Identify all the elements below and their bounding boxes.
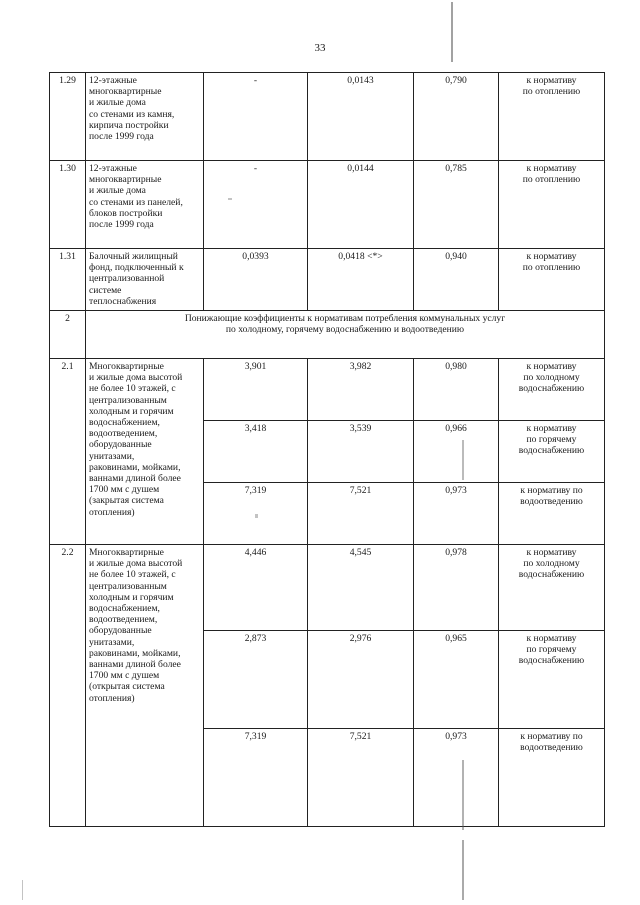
note-cell: к нормативу по отоплению — [499, 249, 605, 311]
note-cell: к нормативу по горячему водоснабжению — [499, 631, 605, 729]
value-cell: - — [204, 161, 308, 249]
note-cell: к нормативу по водоотведению — [499, 729, 605, 827]
scan-artifact — [255, 514, 258, 518]
coefficient-cell: 0,790 — [414, 73, 499, 161]
coefficient-cell: 0,965 — [414, 631, 499, 729]
coefficient-cell: 0,940 — [414, 249, 499, 311]
value-cell: 3,539 — [308, 421, 414, 483]
row-number: 1.30 — [50, 161, 86, 249]
page-number: 33 — [314, 42, 326, 54]
note-cell: к нормативу по отоплению — [499, 161, 605, 249]
coefficient-cell: 0,785 — [414, 161, 499, 249]
row-number: 1.29 — [50, 73, 86, 161]
coefficient-cell: 0,973 — [414, 729, 499, 827]
value-cell: 2,873 — [204, 631, 308, 729]
coefficient-cell: 0,978 — [414, 545, 499, 631]
table-row — [50, 249, 605, 311]
scan-artifact — [451, 2, 453, 62]
scan-artifact — [22, 880, 23, 900]
row-description: 12-этажные многоквартирные и жилые дома со стенами из камня, кирпича постройки после 1999 года — [86, 73, 204, 161]
norms-table — [49, 72, 605, 827]
value-cell: 7,319 — [204, 729, 308, 827]
row-number: 2.2 — [50, 545, 86, 827]
note-cell: к нормативу по водоотведению — [499, 483, 605, 545]
value-cell: 0,0144 — [308, 161, 414, 249]
row-description: 12-этажные многоквартирные и жилые дома со стенами из панелей, блоков постройки после 1999 года — [86, 161, 204, 249]
scan-artifact — [462, 760, 464, 830]
section-header-row — [50, 311, 605, 359]
value-cell: 3,418 — [204, 421, 308, 483]
value-cell: 0,0393 — [204, 249, 308, 311]
value-cell: 2,976 — [308, 631, 414, 729]
table-row — [50, 73, 605, 161]
scan-artifact — [228, 198, 232, 200]
value-cell: 0,0143 — [308, 73, 414, 161]
value-cell: 4,446 — [204, 545, 308, 631]
coefficient-cell: 0,980 — [414, 359, 499, 421]
scan-artifact — [462, 440, 464, 480]
value-cell: 3,982 — [308, 359, 414, 421]
value-cell: 7,521 — [308, 729, 414, 827]
note-cell: к нормативу по холодному водоснабжению — [499, 359, 605, 421]
coefficient-cell: 0,966 — [414, 421, 499, 483]
row-description: Балочный жилищный фонд, подключенный к централизованной системе теплоснабжения — [86, 249, 204, 311]
coefficient-cell: 0,973 — [414, 483, 499, 545]
table-row — [50, 545, 605, 631]
table-row — [50, 359, 605, 421]
value-cell: 4,545 — [308, 545, 414, 631]
table-row — [50, 161, 605, 249]
value-cell: 7,521 — [308, 483, 414, 545]
row-number: 2.1 — [50, 359, 86, 545]
note-cell: к нормативу по холодному водоснабжению — [499, 545, 605, 631]
note-cell: к нормативу по горячему водоснабжению — [499, 421, 605, 483]
value-cell: - — [204, 73, 308, 161]
section-title: Понижающие коэффициенты к нормативам потребления коммунальных услуг по холодному, горячему водоснабжению и водоотведению — [86, 311, 605, 359]
row-description: Многоквартирные и жилые дома высотой не более 10 этажей, с централизованным холодным и горячим водоснабжением, водоотведением, оборудованные унитазами, раковинами, мойками, ваннами длиной более 1700 мм с душем (закрытая система отопления) — [86, 359, 204, 545]
value-cell: 3,901 — [204, 359, 308, 421]
section-number: 2 — [50, 311, 86, 359]
scan-artifact — [462, 840, 464, 900]
value-cell: 7,319 — [204, 483, 308, 545]
row-number: 1.31 — [50, 249, 86, 311]
note-cell: к нормативу по отоплению — [499, 73, 605, 161]
value-cell: 0,0418 <*> — [308, 249, 414, 311]
row-description: Многоквартирные и жилые дома высотой не более 10 этажей, с централизованным холодным и горячим водоснабжением, водоотведением, оборудованные унитазами, раковинами, мойками, ваннами длиной более 1700 мм с душем (открытая система отопления) — [86, 545, 204, 827]
